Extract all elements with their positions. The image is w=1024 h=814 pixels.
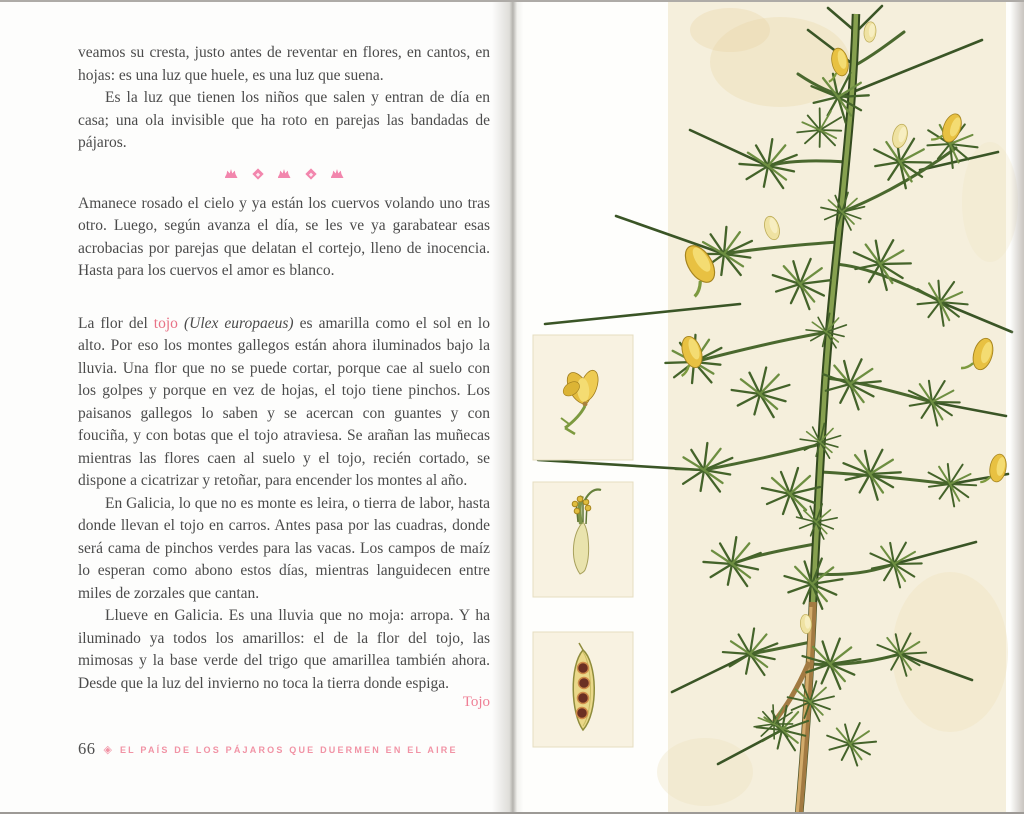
- diamond-icon: [252, 168, 263, 179]
- accent-word-tojo: tojo: [153, 314, 178, 332]
- paragraph-4: [78, 313, 490, 493]
- latin-name: (Ulex europaeus): [177, 314, 294, 332]
- paragraph-5: En Galicia, lo que no es monte es leira, o tierra de labor, hasta donde llevan el tojo en carros. Antes pasa por las cuadras, donde será cama de pinchos verdes para las vacas. Los campos de maíz lo esperan como abono estos días, mientras languidecen entre miles de zorzales que cantan.: [78, 494, 490, 602]
- paragraph-2: Es la luz que tienen los niños que salen y entran de día en casa; una ola invisible que ha roto en parejas las bandadas de pájaros.: [78, 89, 490, 151]
- paragraph-4-rest: es amarilla como el sol en lo alto. Por eso los montes gallegos están ahora iluminados bajo la lluvia. Una flor que no se puede cortar, porque cae al suelo con los golpes y porque en vez de hojas, el tojo tiene pinchos. Los paisanos gallegos lo saben y se acercan con guantes y con fouciña, y con botas que el tojo atraviesa. Se arañan las muñecas mientras las flores caen al suelo y el tojo, recién cortado, se dispone a cicatrizar y retoñar, para encender los montes al año.: [78, 314, 490, 489]
- seedpod-detail-box: [533, 632, 633, 747]
- fleuron-icon: [278, 169, 291, 178]
- page-footer: [78, 739, 458, 759]
- paragraph-3: Amanece rosado el cielo y ya están los cuervos volando uno tras otro. Luego, según avanza el día, se les ve ya garabatear esas acrobacias por parejas que delatan el cortejo, lleno de inocencia. Hasta para los cuervos el amor es blanco.: [78, 194, 490, 279]
- paragraph-1: veamos su cresta, justo antes de reventar en flores, en cantos, en hojas: es una luz que huele, es una luz que suena.: [78, 44, 490, 84]
- fleuron-icon: [225, 169, 238, 178]
- left-page: [0, 2, 505, 812]
- paragraph-4-text: La flor del: [78, 314, 154, 332]
- diamond-icon: [305, 168, 316, 179]
- flower-detail-box: [533, 335, 633, 460]
- section-ornament: [78, 167, 490, 181]
- fleuron-icon: [331, 169, 344, 178]
- pistil-detail-box: [533, 482, 633, 597]
- text-column: [78, 42, 490, 695]
- diamond-icon-center: [255, 171, 259, 175]
- botanical-plate: [520, 2, 1024, 814]
- running-book-title: EL PAÍS DE LOS PÁJAROS QUE DUERMEN EN EL AIRE: [119, 745, 458, 755]
- footer-diamond-icon: ◈: [103, 742, 112, 756]
- page-number: 66: [78, 739, 96, 758]
- right-page: [505, 2, 1024, 812]
- diamond-icon-center: [308, 171, 312, 175]
- paragraph-6: Llueve en Galicia. Es una lluvia que no moja: arropa. Y ha iluminado ya todos los amarillos: el de la flor del tojo, las mimosas y la base verde del trigo que amarillea también ahora. Desde que la luz del invierno no toca la tierra donde espiga.: [78, 607, 490, 692]
- illustration-caption: Tojo: [462, 694, 490, 710]
